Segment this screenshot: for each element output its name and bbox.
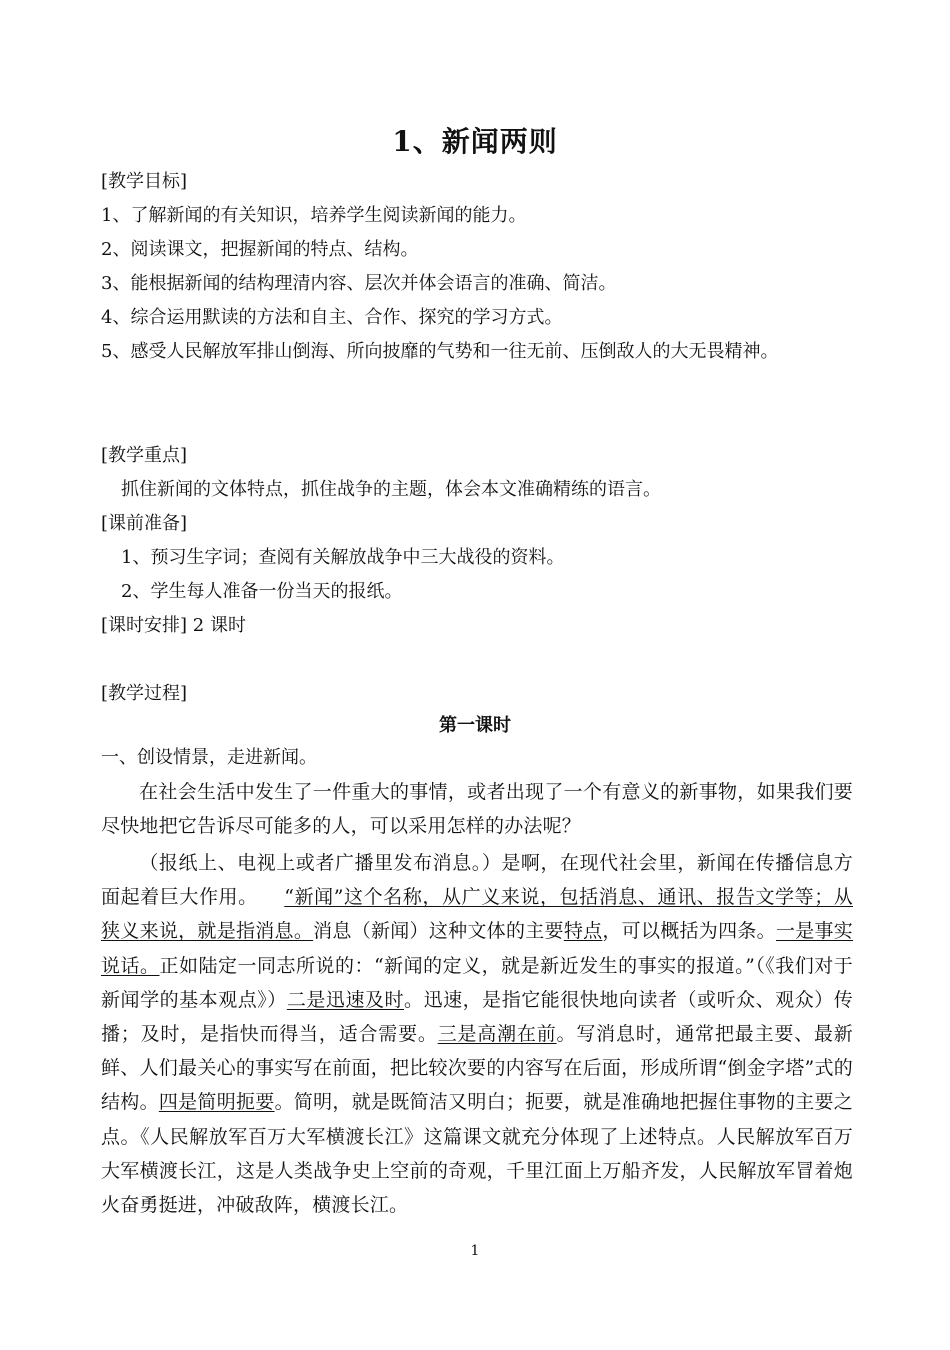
paragraph-2-underline-1: “新闻”这个名称，从广义来说，包括消息、通讯、报告文学等；从狭义来说，就是指消息。: [101, 886, 853, 943]
paragraph-2-underline-5: 三是高潮在前: [437, 1023, 557, 1046]
objective-item-2: 2、阅读课文，把握新闻的特点、结构。: [101, 239, 419, 260]
lesson-title: 第一课时: [439, 715, 511, 736]
page-number: 1: [470, 1243, 480, 1259]
objective-item-4: 4、综合运用默读的方法和自主、合作、探究的学习方式。: [101, 307, 563, 328]
focus-text: 抓住新闻的文体特点，抓住战争的主题，体会本文准确精练的语言。: [121, 479, 661, 500]
paragraph-2-underline-4: 二是迅速及时: [286, 988, 405, 1011]
preparation-item-2: 2、学生每人准备一份当天的报纸。: [121, 581, 403, 602]
objective-item-5: 5、感受人民解放军排山倒海、所向披靡的气势和一往无前、压倒敌人的大无畏精神。: [101, 341, 779, 362]
preparation-heading: [课前准备]: [101, 513, 188, 534]
focus-heading: [教学重点]: [101, 445, 188, 466]
paragraph-1: [101, 775, 853, 843]
paragraph-2-sentence-4: 正如陆定一同志所说的：“新闻的定义，就是新近发生的事实的报道。”（《我们对于新闻学的基本观点》）: [101, 954, 853, 1011]
section-title: 一、创设情景，走进新闻。: [101, 747, 317, 768]
paragraph-2-underline-3: 一是事实说话。: [101, 920, 854, 977]
paragraph-2-sentence-7: 。简明，就是既简洁又明白；扼要，就是准确地把握住事物的主要之点。《人民解放军百万大军横渡长江》这篇课文就充分体现了上述特点。人民解放军百万大军横渡长江，这是人类战争史上空前的奇观，千里江面上万船齐发，人民解放军冒着炮火奋勇挺进，冲破敌阵，横渡长江。: [101, 1091, 853, 1217]
paragraph-2-underline-2: 特点: [563, 920, 603, 943]
objective-item-3: 3、能根据新闻的结构理清内容、层次并体会语言的准确、简洁。: [101, 273, 617, 294]
document-title: 1、新闻两则: [392, 125, 558, 158]
paragraph-2-sentence-3: ，可以概括为四条。: [602, 920, 776, 943]
paragraph-2: [101, 846, 853, 1222]
paragraph-2-sentence-2: 消息（新闻）这种文体的主要: [313, 920, 564, 943]
paragraph-2-underline-6: 四是简明扼要: [158, 1091, 275, 1114]
objectives-heading: [教学目标]: [101, 171, 188, 192]
objective-item-1: 1、了解新闻的有关知识，培养学生阅读新闻的能力。: [101, 205, 527, 226]
paragraph-1-text: 在社会生活中发生了一件重大的事情，或者出现了一个有意义的新事物，如果我们要尽快地把它告诉尽可能多的人，可以采用怎样的办法呢？: [101, 781, 853, 838]
paragraph-2-sentence-5: 。迅速，是指它能很快地向读者（或听众、观众）传播；及时，是指快而得当，适合需要。: [101, 988, 853, 1046]
paragraph-2-sentence-1: （报纸上、电视上或者广播里发布消息。）是啊，在现代社会里，新闻在传播信息方面起着巨大作用。: [101, 852, 853, 909]
schedule-line: [课时安排] 2 课时: [101, 615, 246, 636]
preparation-item-1: 1、预习生字词；查阅有关解放战争中三大战役的资料。: [121, 547, 565, 568]
paragraph-2-sentence-6: 。写消息时，通常把最主要、最新鲜、人们最关心的事实写在前面，把比较次要的内容写在后面，形成所谓“倒金字塔”式的结构。: [101, 1023, 853, 1114]
process-heading: [教学过程]: [101, 683, 188, 704]
